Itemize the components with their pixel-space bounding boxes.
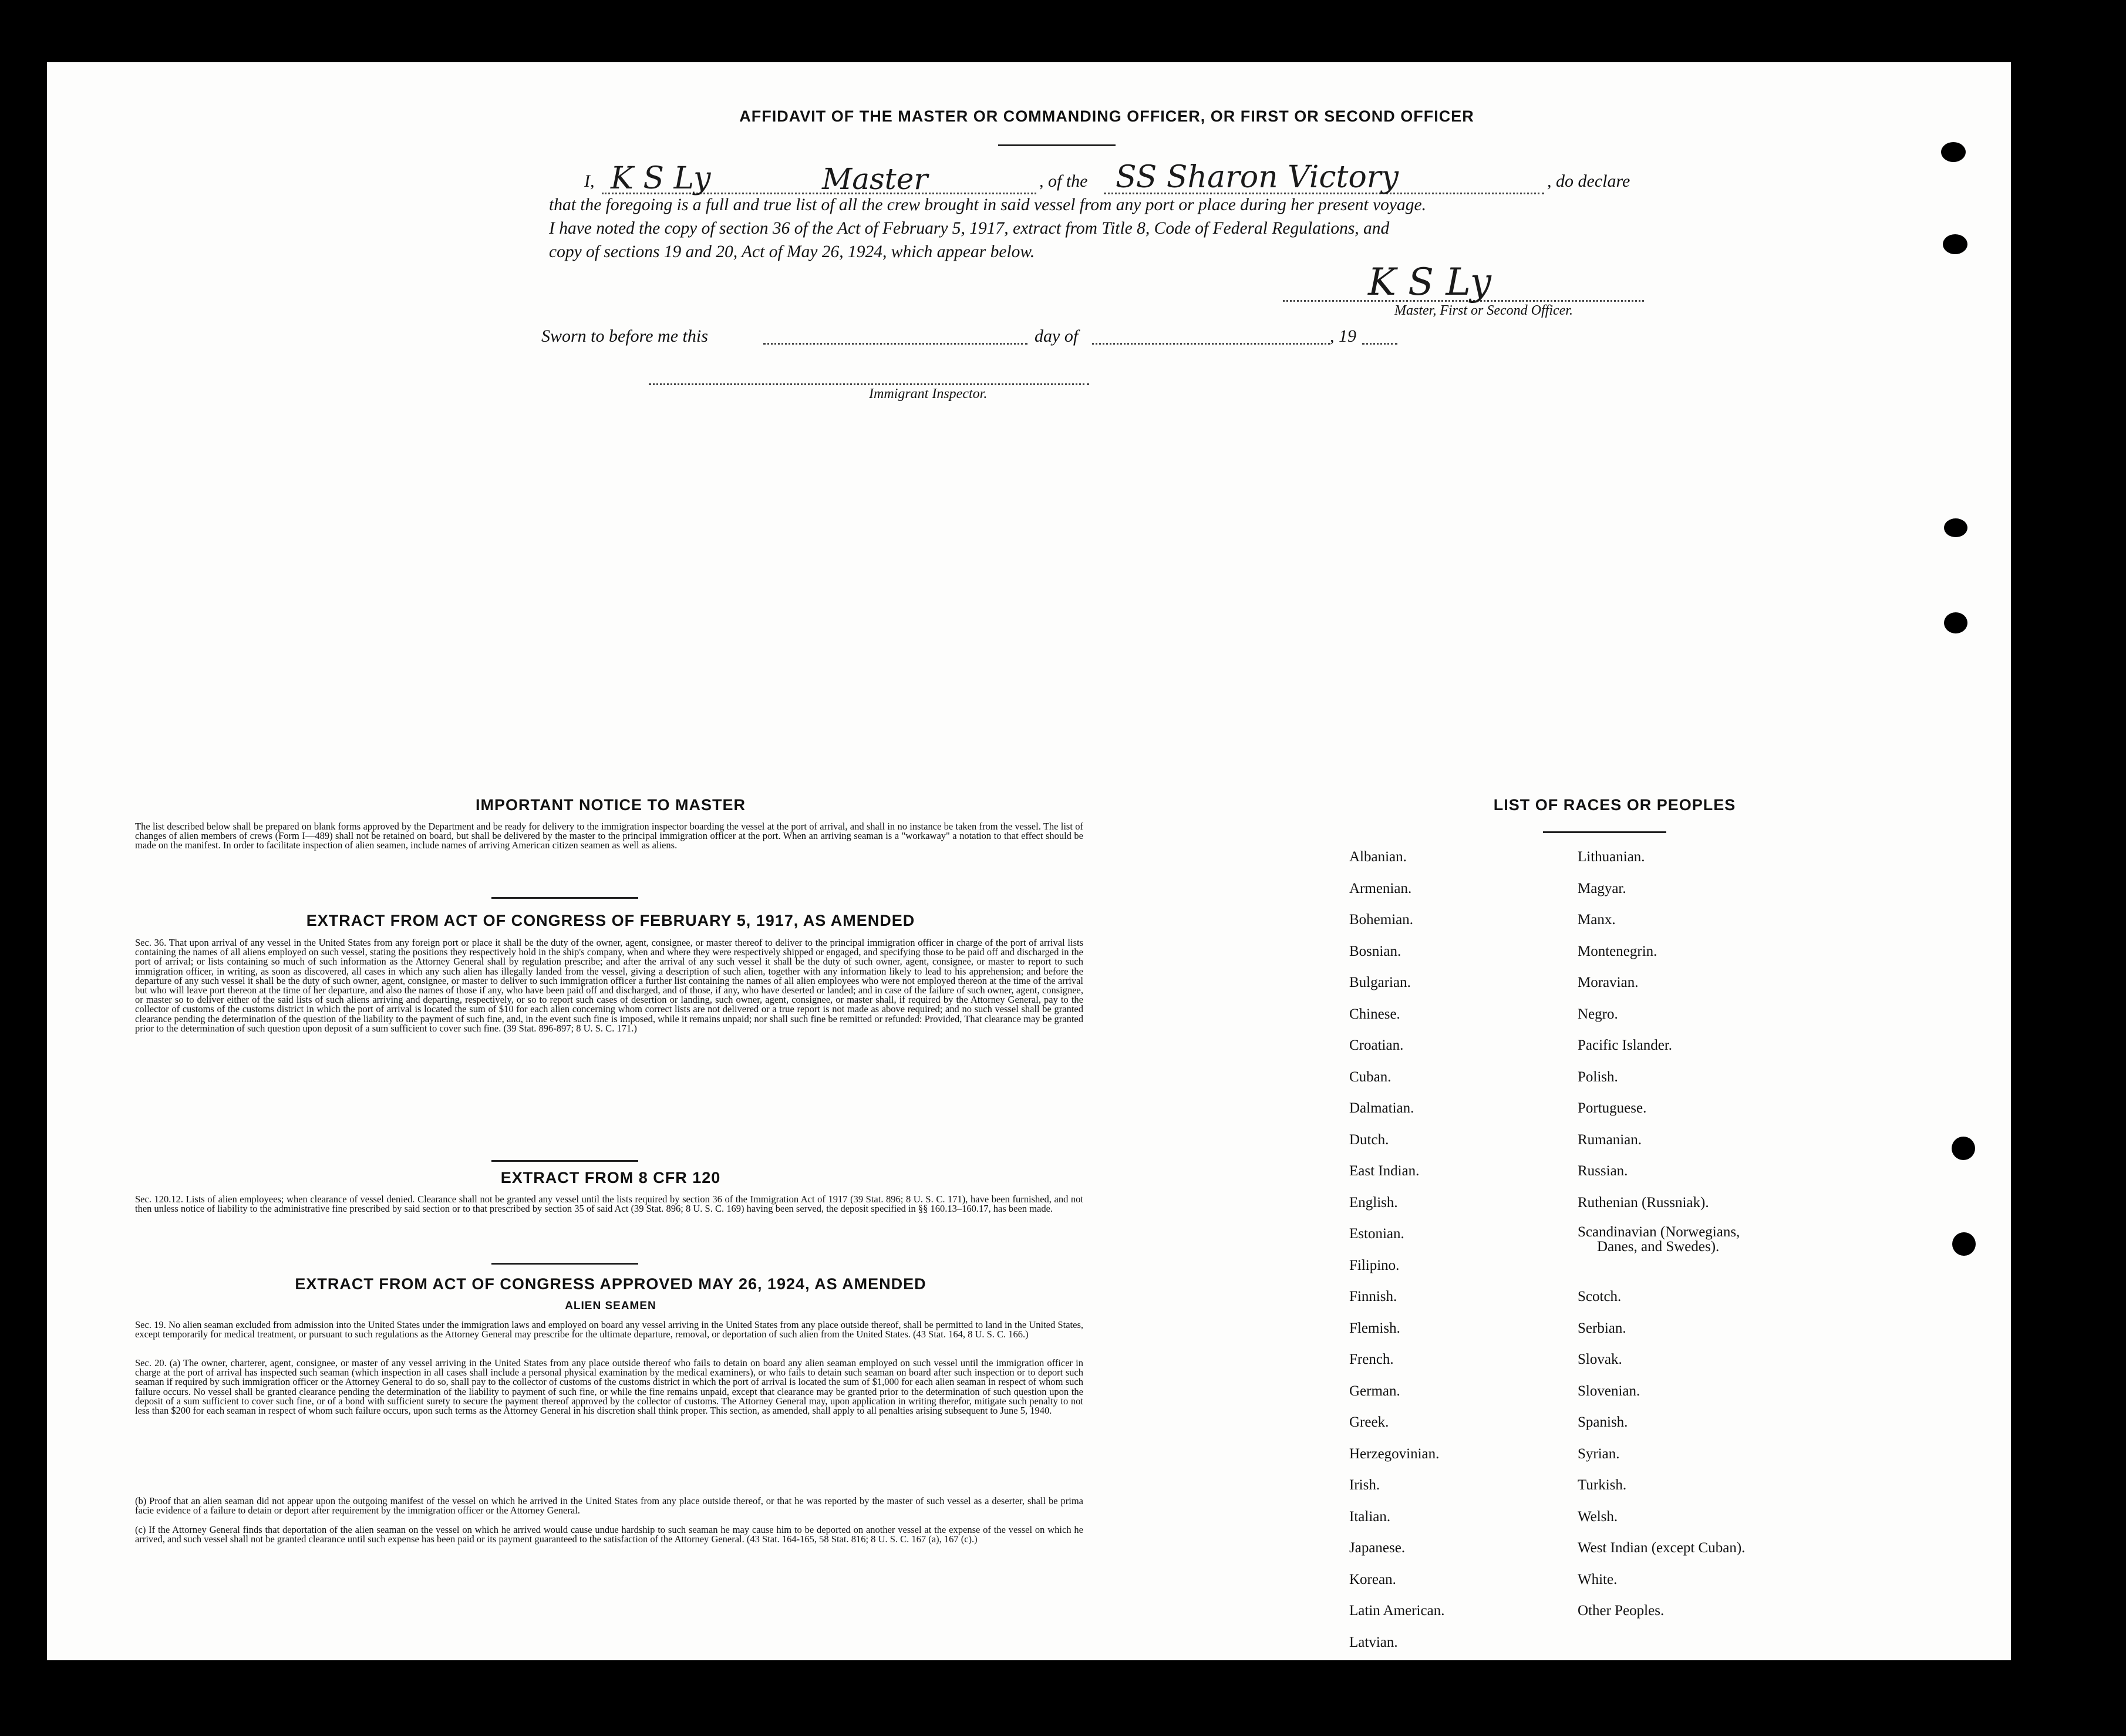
race-item: Dutch. bbox=[1349, 1131, 1389, 1148]
signature-handwriting: K S Ly bbox=[1368, 261, 1491, 304]
race-item: Danes, and Swedes). bbox=[1597, 1239, 1720, 1255]
affidavit-line-2: that the foregoing is a full and true list of all the crew brought in said vessel from any port or place during her present voyage. bbox=[549, 195, 1426, 214]
extract-1924-title: EXTRACT FROM ACT OF CONGRESS APPROVED MAY 26, 1924, AS AMENDED bbox=[295, 1275, 926, 1293]
sec-20c-text: (c) If the Attorney General finds that deportation of the alien seaman on the vessel on which he arrived would cause undue hardship to such seaman he may cause him to be deported on another vessel at the expense of the vessel on which he arrived, and such vessel shall not be granted clearance until such expense has been paid or its payment guaranteed to the satisfaction of the Attorney General. (43 Stat. 164-165, 58 Stat. 816; 8 U. S. C. 167 (a), 167 (c).) bbox=[135, 1524, 1083, 1545]
race-item: Spanish. bbox=[1578, 1414, 1628, 1430]
document-page bbox=[47, 62, 2011, 1660]
race-item: Irish. bbox=[1349, 1477, 1380, 1493]
races-title-rule bbox=[1543, 831, 1666, 833]
race-item: Dalmatian. bbox=[1349, 1100, 1414, 1116]
race-item: Latvian. bbox=[1349, 1634, 1398, 1650]
sworn-label: Sworn to before me this bbox=[541, 326, 708, 346]
vessel-name-handwriting: SS Sharon Victory bbox=[1116, 160, 1399, 195]
race-item: Russian. bbox=[1578, 1163, 1628, 1179]
race-item: Montenegrin. bbox=[1578, 943, 1657, 959]
race-item: Japanese. bbox=[1349, 1540, 1406, 1556]
race-item: Welsh. bbox=[1578, 1508, 1618, 1525]
extract-cfr-rule bbox=[491, 1263, 638, 1265]
race-item: Turkish. bbox=[1578, 1477, 1627, 1493]
extract-1917-rule bbox=[491, 1160, 638, 1162]
master-rank-handwriting: Master bbox=[822, 162, 928, 196]
race-item: Estonian. bbox=[1349, 1226, 1404, 1242]
race-item: Albanian. bbox=[1349, 849, 1407, 865]
race-item: Bohemian. bbox=[1349, 912, 1414, 928]
extract-cfr-title: EXTRACT FROM 8 CFR 120 bbox=[500, 1169, 721, 1186]
affidavit-title-rule bbox=[998, 144, 1116, 146]
race-item: Moravian. bbox=[1578, 975, 1639, 990]
binder-hole bbox=[1952, 1137, 1975, 1160]
race-item: Herzegovinian. bbox=[1349, 1445, 1440, 1462]
affidavit-line-4: copy of sections 19 and 20, Act of May 26, 1924, which appear below. bbox=[549, 242, 1035, 261]
race-item: Pacific Islander. bbox=[1578, 1037, 1673, 1053]
race-item: Serbian. bbox=[1578, 1320, 1626, 1336]
inspector-line bbox=[649, 383, 1089, 385]
race-item: White. bbox=[1578, 1571, 1618, 1587]
sec-20b-text: (b) Proof that an alien seaman did not appear upon the outgoing manifest of the vessel on which he arrived in the United States from any place outside thereof, or that he was reported by the master of such vessel as a deserter, shall be prima facie evidence of a failure to detain or deport after requirement by the immigration officer or the Attorney General. bbox=[135, 1495, 1083, 1516]
race-item: Cuban. bbox=[1349, 1068, 1391, 1085]
race-item: Lithuanian. bbox=[1578, 849, 1645, 865]
sworn-day-line bbox=[763, 343, 1027, 345]
race-item: Chinese. bbox=[1349, 1006, 1400, 1022]
sec-20a-text: Sec. 20. (a) The owner, charterer, agent, consignee, or master of any vessel arriving in the United States from any place outside thereof who fails to detain on board any alien seaman employed on such vessel until the immigration officer in charge at the port of arrival has inspected such seaman (which inspection in all cases shall include a personal physical examination by the medical examiners), or who fails to detain such seaman on board after such inspection or to deport such seaman if required by such immigration officer or the Attorney General to do so, shall pay to the collector of customs of the customs district in which the port of arrival is located the sum of $1,000 for each alien seaman in respect of whom such failure occurs. No vessel shall be granted clearance pending the determination of the liability to payment of such fine, or while the fine remains unpaid, except that clearance may be granted prior to the determination of such question upon the deposit of a sum sufficient to cover such fine, or of a bond with sufficient surety to secure the payment thereof approved by the collector of customs. The Attorney General may, upon application in writing therefor, mitigate such penalty to not less than $200 for each seaman in respect of whom such failure occurs, upon such terms as the Attorney General in his discretion shall think proper. This section, as amended, shall apply to all penalties arising subsequent to June 5, 1940. bbox=[135, 1357, 1083, 1417]
race-item: Syrian. bbox=[1578, 1445, 1620, 1462]
binder-hole bbox=[1944, 612, 1967, 633]
year-label: , 19 bbox=[1330, 326, 1356, 346]
race-item: Finnish. bbox=[1349, 1289, 1397, 1304]
race-item: Greek. bbox=[1349, 1414, 1389, 1430]
notice-rule bbox=[491, 897, 638, 899]
affidavit-line-3: I have noted the copy of section 36 of the Act of February 5, 1917, extract from Title 8, Code of Federal Regulations, and bbox=[549, 219, 1390, 238]
race-item: Armenian. bbox=[1349, 880, 1412, 896]
race-item: Korean. bbox=[1349, 1571, 1396, 1587]
race-item: Slovak. bbox=[1578, 1351, 1622, 1367]
of-the-label: , of the bbox=[1039, 171, 1088, 191]
race-item: Italian. bbox=[1349, 1508, 1391, 1525]
race-item: Slovenian. bbox=[1578, 1383, 1640, 1399]
do-declare-label: , do declare bbox=[1547, 171, 1630, 191]
sworn-year-line bbox=[1362, 343, 1397, 345]
inspector-caption: Immigrant Inspector. bbox=[869, 386, 988, 402]
race-item: Polish. bbox=[1578, 1068, 1618, 1085]
race-item: Filipino. bbox=[1349, 1257, 1400, 1273]
race-item: German. bbox=[1349, 1383, 1400, 1399]
race-item: Manx. bbox=[1578, 912, 1616, 928]
extract-cfr-text: Sec. 120.12. Lists of alien employees; when clearance of vessel denied. Clearance shall not be granted any vessel until the lists required by section 36 of the Immigration Act of 1917 (39 Stat. 896; 8 U. S. C. 171), have been furnished, and not then unless notice of liability to the administrative fine prescribed by said section or to that prescribed by section 35 of said Act (39 Stat. 896; 8 U. S. C. 169) having been served, the deposit specified in §§ 160.13–160.17, has been made. bbox=[135, 1194, 1083, 1215]
sworn-month-line bbox=[1092, 343, 1330, 345]
affidavit-title: AFFIDAVIT OF THE MASTER OR COMMANDING OFFICER, OR FIRST OR SECOND OFFICER bbox=[739, 107, 1474, 125]
race-item: Croatian. bbox=[1349, 1037, 1404, 1053]
binder-hole bbox=[1944, 518, 1967, 537]
race-item: Bosnian. bbox=[1349, 943, 1401, 959]
race-item: West Indian (except Cuban). bbox=[1578, 1540, 1746, 1556]
race-item: Rumanian. bbox=[1578, 1131, 1642, 1148]
race-item: Negro. bbox=[1578, 1006, 1618, 1022]
master-name-handwriting: K S Ly bbox=[611, 161, 711, 196]
race-item: Ruthenian (Russniak). bbox=[1578, 1194, 1709, 1211]
race-item: East Indian. bbox=[1349, 1163, 1420, 1179]
signature-caption: Master, First or Second Officer. bbox=[1394, 303, 1573, 318]
race-item: Bulgarian. bbox=[1349, 975, 1411, 990]
binder-hole bbox=[1943, 234, 1967, 254]
notice-title: IMPORTANT NOTICE TO MASTER bbox=[476, 796, 746, 814]
binder-hole bbox=[1952, 1232, 1976, 1256]
race-item: Flemish. bbox=[1349, 1320, 1400, 1336]
race-item: Scotch. bbox=[1578, 1289, 1622, 1304]
extract-1917-text: Sec. 36. That upon arrival of any vessel in the United States from any foreign port or place it shall be the duty of the owner, agent, consignee, or master thereof to deliver to the principal immigration officer in charge of the port of arrival lists containing the names of all aliens employed on such vessel, stating the positions they respectively hold in the ship's company, when and where they were respectively shipped or engaged, and specifying those to be paid off and discharged in the port of arrival; or lists containing so much of such information as the Attorney General shall by regulation prescribe; and after the arrival of any such vessel it shall be the duty of such owner, agent, consignee, or master to report to such immigration officer, in writing, as soon as discovered, all cases in which any such alien has illegally landed from the vessel, giving a description of such alien, together with any information likely to lead to his apprehension; and before the departure of any such vessel it shall be the duty of such owner, agent, consignee, or master to deliver to such immigration officer a further list containing the names of all alien employees who were not employed thereon at the time of the arrival but who will leave port thereon at the time of her departure, and also the names of those if any, who have been paid off and discharged, and of those, if any, who have deserted or landed; and in case of the failure of such owner, agent, consignee, or master so to deliver either of the said lists of such aliens arriving and departing, respectively, or so to report such cases of desertion or landing, such owner, agent, consignee, or master shall, if required by the Attorney General, pay to the collector of customs of the customs district in which the port of arrival is located the sum of $10 for each alien concerning whom correct lists are not delivered or a true report is not made as above required; and no such vessel shall be granted clearance pending the determination of the question of the liability to the payment of such fine, and, in the event such fine is imposed, while it remains unpaid; nor shall such fine be remitted or refunded: Provided, That clearance may be granted prior to the determination of such question upon deposit of a sum sufficient to cover such fine. (39 Stat. 896-897; 8 U. S. C. 171.) bbox=[135, 937, 1083, 1034]
race-item: Latin American. bbox=[1349, 1603, 1445, 1619]
sec-19-text: Sec. 19. No alien seaman excluded from admission into the United States under the immigration laws and employed on board any vessel arriving in the United States from any place outside thereof, shall be permitted to land in the United States, except temporarily for medical treatment, or pursuant to such regulations as the Attorney General may prescribe for the ultimate departure, removal, or deportation of such alien from the United States. (43 Stat. 164, 8 U. S. C. 166.) bbox=[135, 1319, 1083, 1340]
race-item: Portuguese. bbox=[1578, 1100, 1647, 1116]
notice-text: The list described below shall be prepared on blank forms approved by the Department and be ready for delivery to the immigration inspector boarding the vessel at the port of arrival, and shall in no instance be taken from the vessel. The list of changes of alien members of crews (Form I—489) shall not be retained on board, but shall be delivered by the master to the principal immigration officer at the port. When an arriving seaman is a "workaway" a notation to that effect should be made on the manifest. In order to facilitate inspection of alien seamen, include names of arriving American citizen seamen as well as aliens. bbox=[135, 821, 1083, 851]
race-item: Scandinavian (Norwegians, bbox=[1578, 1224, 1740, 1240]
races-title: LIST OF RACES OR PEOPLES bbox=[1493, 796, 1736, 814]
race-item: Other Peoples. bbox=[1578, 1603, 1665, 1619]
day-of-label: day of bbox=[1035, 326, 1079, 346]
race-item: French. bbox=[1349, 1351, 1394, 1367]
affidavit-i-label: I, bbox=[584, 171, 595, 191]
alien-seamen-subtitle: ALIEN SEAMEN bbox=[565, 1300, 656, 1312]
race-item: English. bbox=[1349, 1194, 1398, 1211]
extract-1917-title: EXTRACT FROM ACT OF CONGRESS OF FEBRUARY 5, 1917, AS AMENDED bbox=[306, 912, 915, 929]
race-item: Magyar. bbox=[1578, 880, 1626, 896]
binder-hole bbox=[1941, 142, 1966, 162]
